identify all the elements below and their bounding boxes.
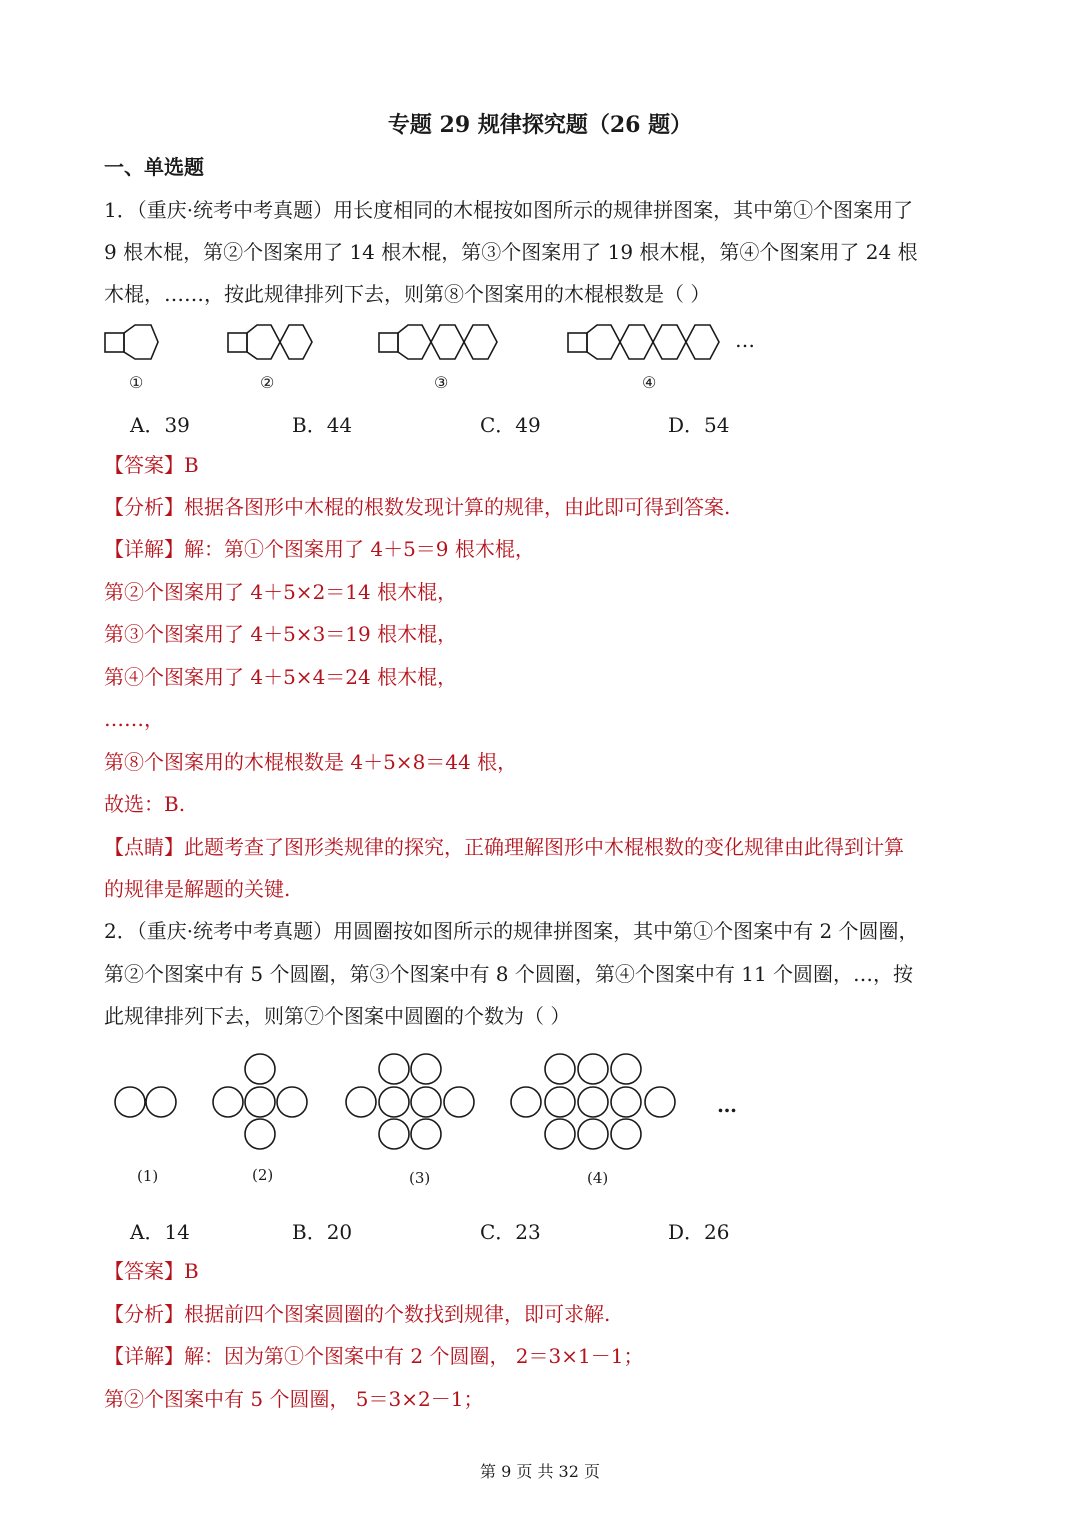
q2-ellipsis: … (717, 1093, 737, 1117)
q2-figure-4 (511, 1054, 675, 1149)
q1-figure-label-4: ④ (642, 373, 657, 392)
q1-line-1: 1．（重庆·统考中考真题）用长度相同的木棍按如图所示的规律拼图案，其中第①个图案用了 (104, 198, 914, 222)
q1-option-a: A．39 (130, 413, 190, 437)
q1-detail-6: 第⑧个图案用的木棍根数是 4＋5×8＝44 根， (104, 750, 518, 774)
q2-figure-label-4: (4) (587, 1169, 609, 1187)
q2-answer: 【答案】B (104, 1259, 199, 1283)
q1-detail-2: 第②个图案用了 4＋5×2＝14 根木棍， (104, 580, 458, 604)
page-footer: 第 9 页 共 32 页 (480, 1462, 600, 1481)
q2-detail-1: 【详解】解：因为第①个图案中有 2 个圆圈， 2＝3×1－1； (104, 1344, 644, 1368)
q2-detail-2: 第②个图案中有 5 个圆圈， 5＝3×2－1； (104, 1387, 484, 1411)
q2-option-b: B．20 (292, 1220, 353, 1244)
q1-detail-1: 【详解】解：第①个图案用了 4＋5＝9 根木棍， (104, 537, 535, 561)
q1-figure-label-3: ③ (434, 373, 449, 392)
q2-figure-label-2: (2) (252, 1166, 274, 1184)
q2-figure-1 (115, 1087, 176, 1117)
q2-option-c: C．23 (480, 1220, 541, 1244)
q1-line-2: 9 根木棍，第②个图案用了 14 根木棍，第③个图案用了 19 根木棍，第④个图案用了 24 根 (104, 240, 918, 264)
q2-line-1: 2．（重庆·统考中考真题）用圆圈按如图所示的规律拼图案，其中第①个图案中有 2 个圆圈， (104, 919, 919, 943)
q1-detail-5: ……， (104, 707, 164, 731)
q1-detail-7: 故选：B. (104, 792, 186, 816)
q2-option-a: A．14 (130, 1220, 190, 1244)
q2-figure-2 (213, 1054, 307, 1149)
q1-option-b: B．44 (292, 413, 353, 437)
q1-answer: 【答案】B (104, 453, 199, 477)
q2-option-d: D．26 (668, 1220, 730, 1244)
q1-option-c: C．49 (480, 413, 541, 437)
q2-figure-3 (346, 1054, 474, 1149)
q2-figure-label-3: (3) (409, 1169, 431, 1187)
q1-detail-3: 第③个图案用了 4＋5×3＝19 根木棍， (104, 622, 458, 646)
page-title: 专题 29 规律探究题（26 题） (387, 112, 693, 138)
q1-comment-2: 的规律是解题的关键. (104, 877, 291, 901)
q2-figure-label-1: (1) (137, 1167, 159, 1185)
q1-figure-label-2: ② (260, 373, 275, 392)
q2-line-2: 第②个图案中有 5 个圆圈，第③个图案中有 8 个圆圈，第④个图案中有 11 个圆圈，…，按 (104, 962, 914, 986)
q1-ellipsis: … (735, 328, 755, 352)
q2-line-3: 此规律排列下去，则第⑦个图案中圆圈的个数为（ ） (104, 1004, 571, 1028)
q1-figure-label-1: ① (129, 373, 144, 392)
q1-line-3: 木棍，……，按此规律排列下去，则第⑧个图案用的木棍根数是（ ） (104, 282, 711, 306)
q1-option-d: D．54 (668, 413, 730, 437)
section-heading: 一、单选题 (104, 155, 204, 179)
q1-comment-1: 【点睛】此题考查了图形类规律的探究，正确理解图形中木棍根数的变化规律由此得到计算 (104, 835, 904, 859)
q1-analysis: 【分析】根据各图形中木棍的根数发现计算的规律，由此即可得到答案. (104, 495, 731, 519)
q2-analysis: 【分析】根据前四个图案圆圈的个数找到规律，即可求解. (104, 1302, 611, 1326)
q1-detail-4: 第④个图案用了 4＋5×4＝24 根木棍， (104, 665, 458, 689)
